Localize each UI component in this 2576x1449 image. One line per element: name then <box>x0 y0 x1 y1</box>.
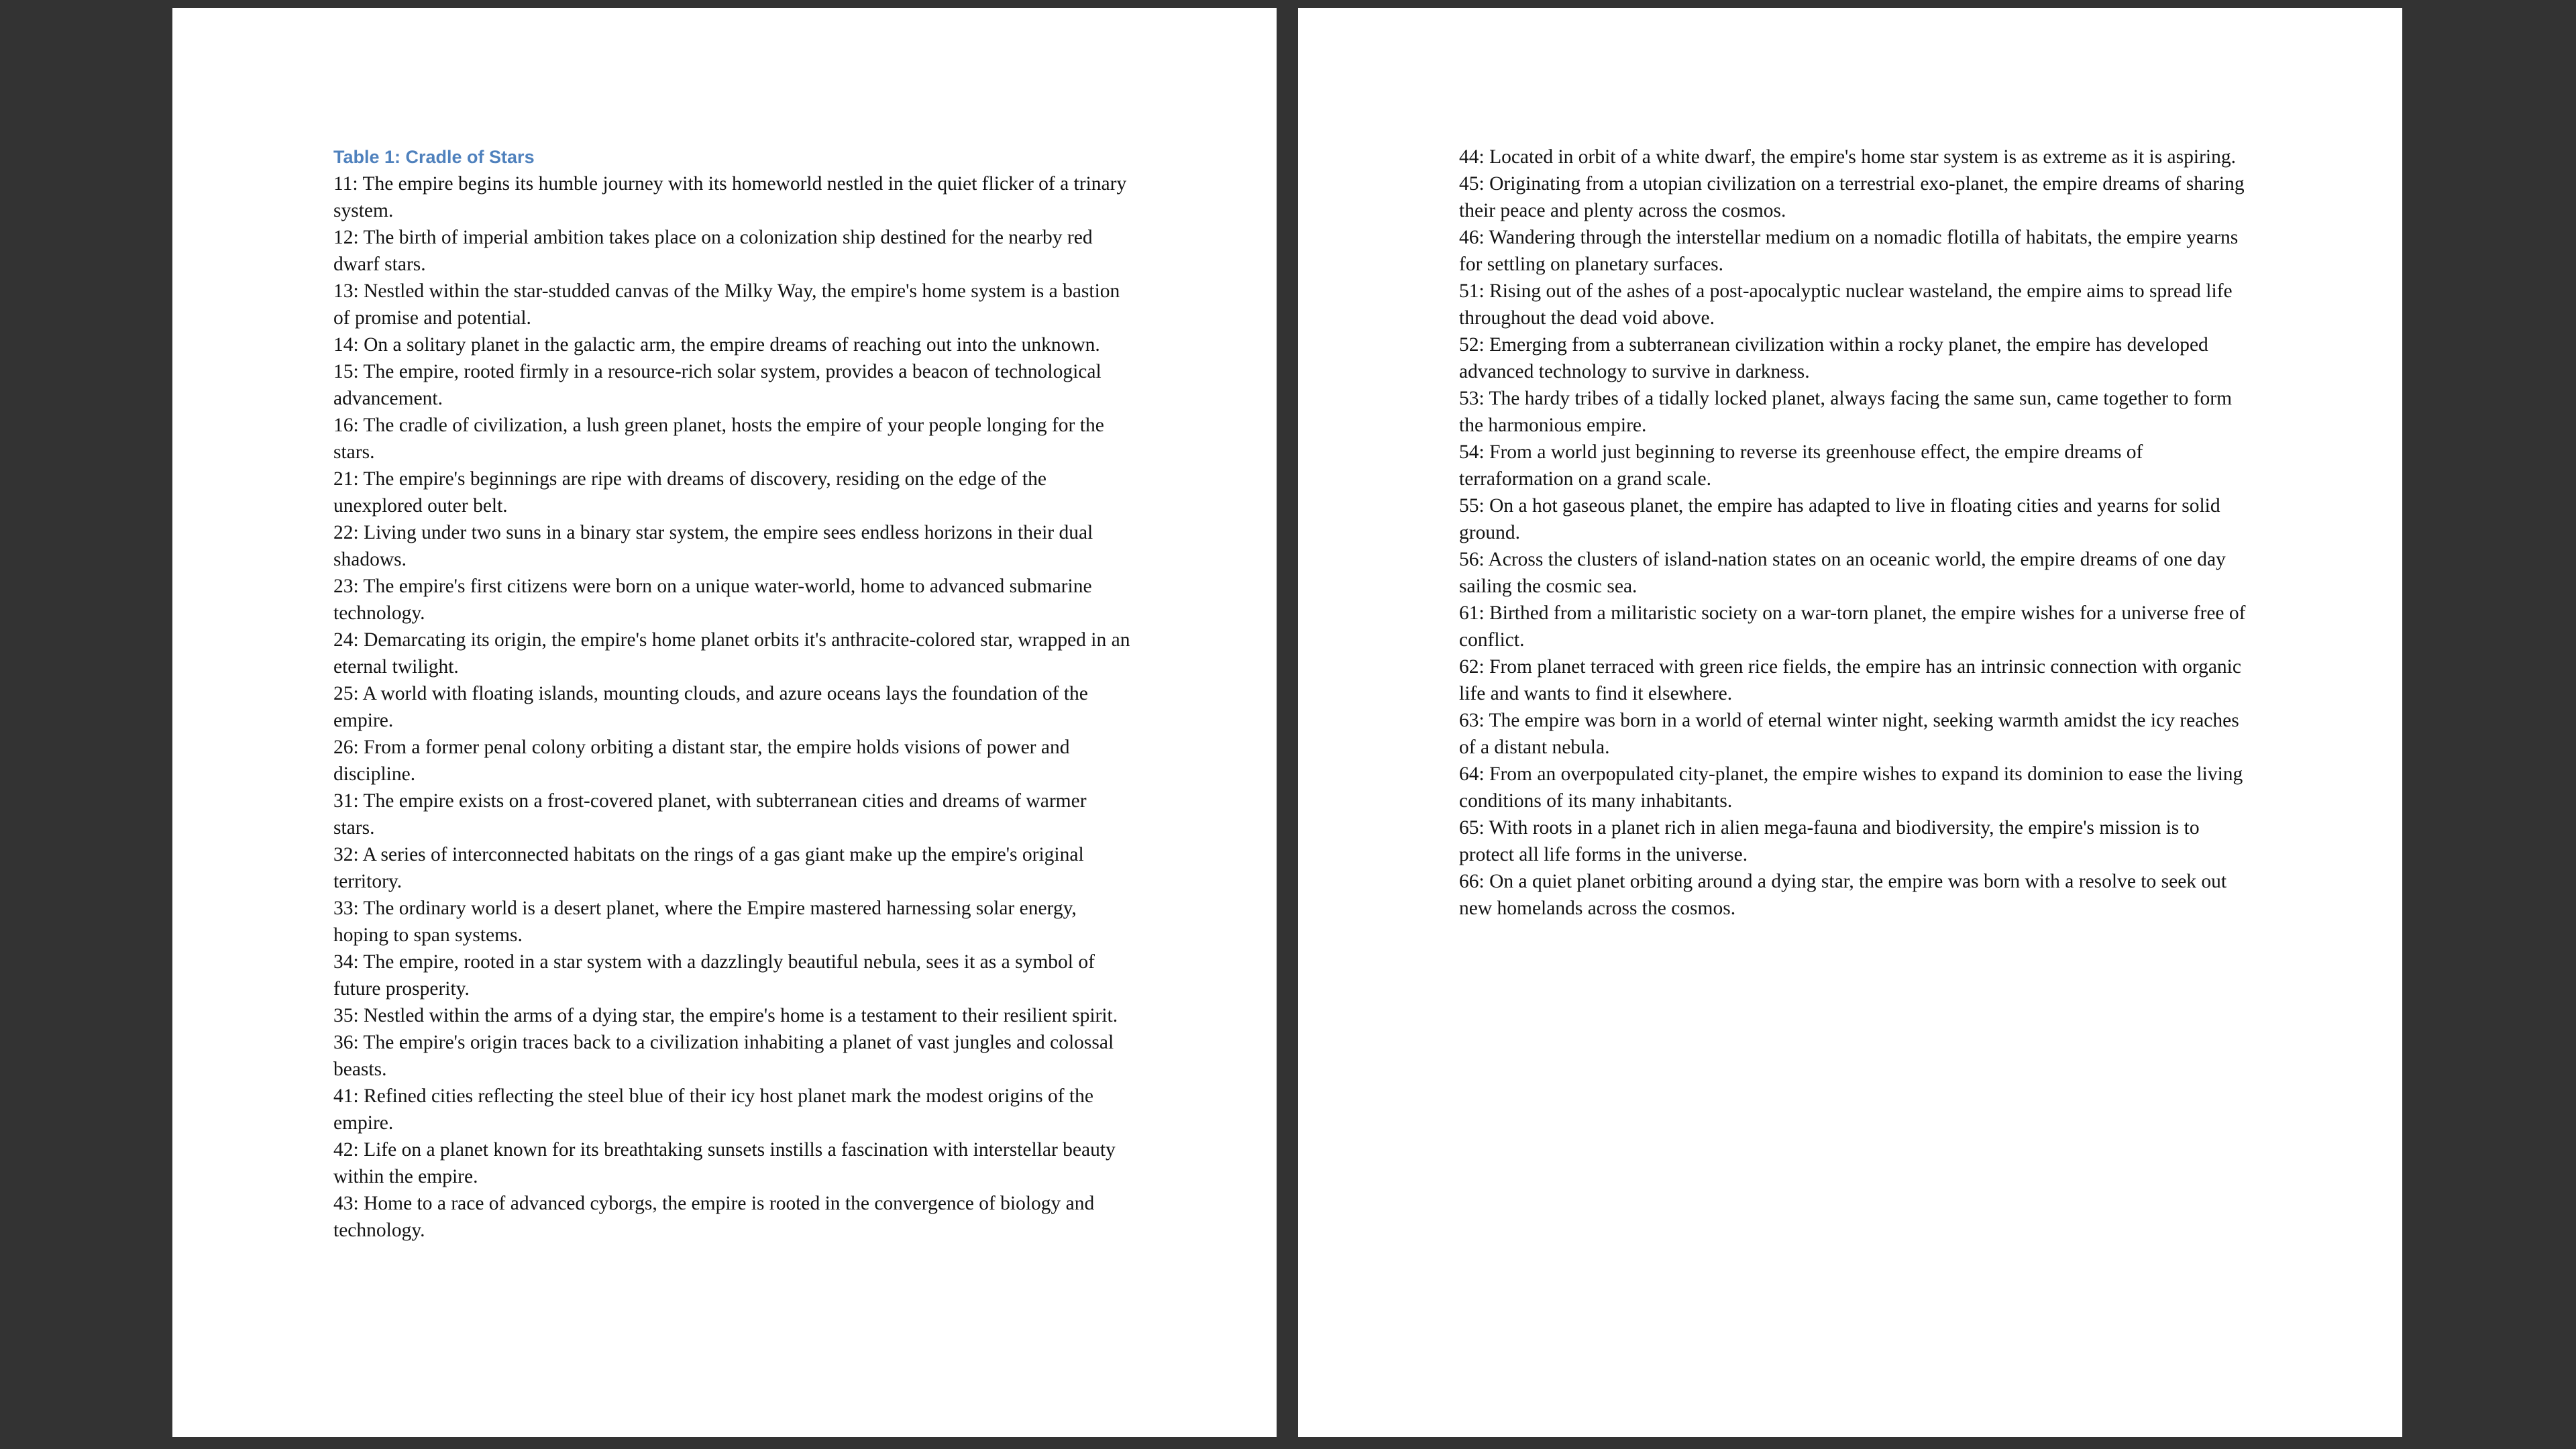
page-2-content <box>1459 144 2257 922</box>
list-item: 51: Rising out of the ashes of a post-apocalyptic nuclear wasteland, the empire aims to spread life throughout the dead void above. <box>1459 280 2233 329</box>
table-title: Table 1: Cradle of Stars <box>333 147 535 167</box>
list-item: 44: Located in orbit of a white dwarf, the empire's home star system is as extreme as it is aspiring. <box>1459 146 2236 168</box>
list-item: 12: The birth of imperial ambition takes place on a colonization ship destined for the nearby red dwarf stars. <box>333 227 1093 275</box>
list-item: 32: A series of interconnected habitats on the rings of a gas giant make up the empire's original territory. <box>333 844 1084 892</box>
list-item: 45: Originating from a utopian civilization on a terrestrial exo-planet, the empire dreams of sharing their peace and plenty across the cosmos. <box>1459 173 2245 221</box>
list-item: 26: From a former penal colony orbiting a distant star, the empire holds visions of power and discipline. <box>333 737 1070 785</box>
document-page-1 <box>172 8 1277 1437</box>
list-item: 23: The empire's first citizens were born on a unique water-world, home to advanced submarine technology. <box>333 576 1092 624</box>
list-item: 42: Life on a planet known for its breathtaking sunsets instills a fascination with interstellar beauty within the empire. <box>333 1139 1116 1187</box>
list-item: 15: The empire, rooted firmly in a resource-rich solar system, provides a beacon of technological advancement. <box>333 361 1102 409</box>
list-item: 61: Birthed from a militaristic society on a war-torn planet, the empire wishes for a universe free of conflict. <box>1459 602 2246 651</box>
list-item: 13: Nestled within the star-studded canvas of the Milky Way, the empire's home system is a bastion of promise and potential. <box>333 280 1120 329</box>
list-item: 53: The hardy tribes of a tidally locked planet, always facing the same sun, came together to form the harmonious empire. <box>1459 388 2233 436</box>
list-item: 25: A world with floating islands, mounting clouds, and azure oceans lays the foundation of the empire. <box>333 683 1088 731</box>
list-item: 11: The empire begins its humble journey with its homeworld nestled in the quiet flicker of a trinary system. <box>333 173 1127 221</box>
list-item: 62: From planet terraced with green rice fields, the empire has an intrinsic connection with organic life and wants to find it elsewhere. <box>1459 656 2241 704</box>
list-item: 54: From a world just beginning to reverse its greenhouse effect, the empire dreams of terraformation on a grand scale. <box>1459 441 2143 490</box>
list-item: 55: On a hot gaseous planet, the empire has adapted to live in floating cities and yearns for solid ground. <box>1459 495 2220 543</box>
list-item: 65: With roots in a planet rich in alien mega-fauna and biodiversity, the empire's mission is to protect all life forms in the universe. <box>1459 817 2200 865</box>
list-item: 43: Home to a race of advanced cyborgs, the empire is rooted in the convergence of biology and technology. <box>333 1193 1095 1241</box>
list-item: 36: The empire's origin traces back to a civilization inhabiting a planet of vast jungles and colossal beasts. <box>333 1032 1114 1080</box>
list-item: 66: On a quiet planet orbiting around a dying star, the empire was born with a resolve to seek out new homelands across the cosmos. <box>1459 871 2227 919</box>
list-item: 52: Emerging from a subterranean civilization within a rocky planet, the empire has developed advanced technology to survive in darkness. <box>1459 334 2208 382</box>
list-item: 35: Nestled within the arms of a dying star, the empire's home is a testament to their resilient spirit. <box>333 1005 1118 1026</box>
document-page-2 <box>1298 8 2402 1437</box>
list-item: 41: Refined cities reflecting the steel blue of their icy host planet mark the modest origins of the empire. <box>333 1085 1093 1134</box>
page-1-content <box>333 144 1132 1244</box>
list-item: 64: From an overpopulated city-planet, the empire wishes to expand its dominion to ease the living conditions of its many inhabitants. <box>1459 763 2243 812</box>
list-item: 56: Across the clusters of island-nation states on an oceanic world, the empire dreams of one day sailing the cosmic sea. <box>1459 549 2226 597</box>
list-item: 34: The empire, rooted in a star system with a dazzlingly beautiful nebula, sees it as a symbol of future prosperity. <box>333 951 1095 1000</box>
list-item: 14: On a solitary planet in the galactic arm, the empire dreams of reaching out into the unknown. <box>333 334 1100 356</box>
list-item: 33: The ordinary world is a desert planet, where the Empire mastered harnessing solar energy, hoping to span systems. <box>333 898 1077 946</box>
list-item: 21: The empire's beginnings are ripe with dreams of discovery, residing on the edge of the unexplored outer belt. <box>333 468 1046 517</box>
list-item: 46: Wandering through the interstellar medium on a nomadic flotilla of habitats, the empire yearns for settling on planetary surfaces. <box>1459 227 2239 275</box>
list-item: 16: The cradle of civilization, a lush green planet, hosts the empire of your people longing for the stars. <box>333 415 1104 463</box>
list-item: 63: The empire was born in a world of eternal winter night, seeking warmth amidst the icy reaches of a distant nebula. <box>1459 710 2239 758</box>
list-item: 31: The empire exists on a frost-covered planet, with subterranean cities and dreams of warmer stars. <box>333 790 1087 839</box>
list-item: 24: Demarcating its origin, the empire's home planet orbits it's anthracite-colored star, wrapped in an eternal twilight. <box>333 629 1130 678</box>
list-item: 22: Living under two suns in a binary star system, the empire sees endless horizons in their dual shadows. <box>333 522 1093 570</box>
